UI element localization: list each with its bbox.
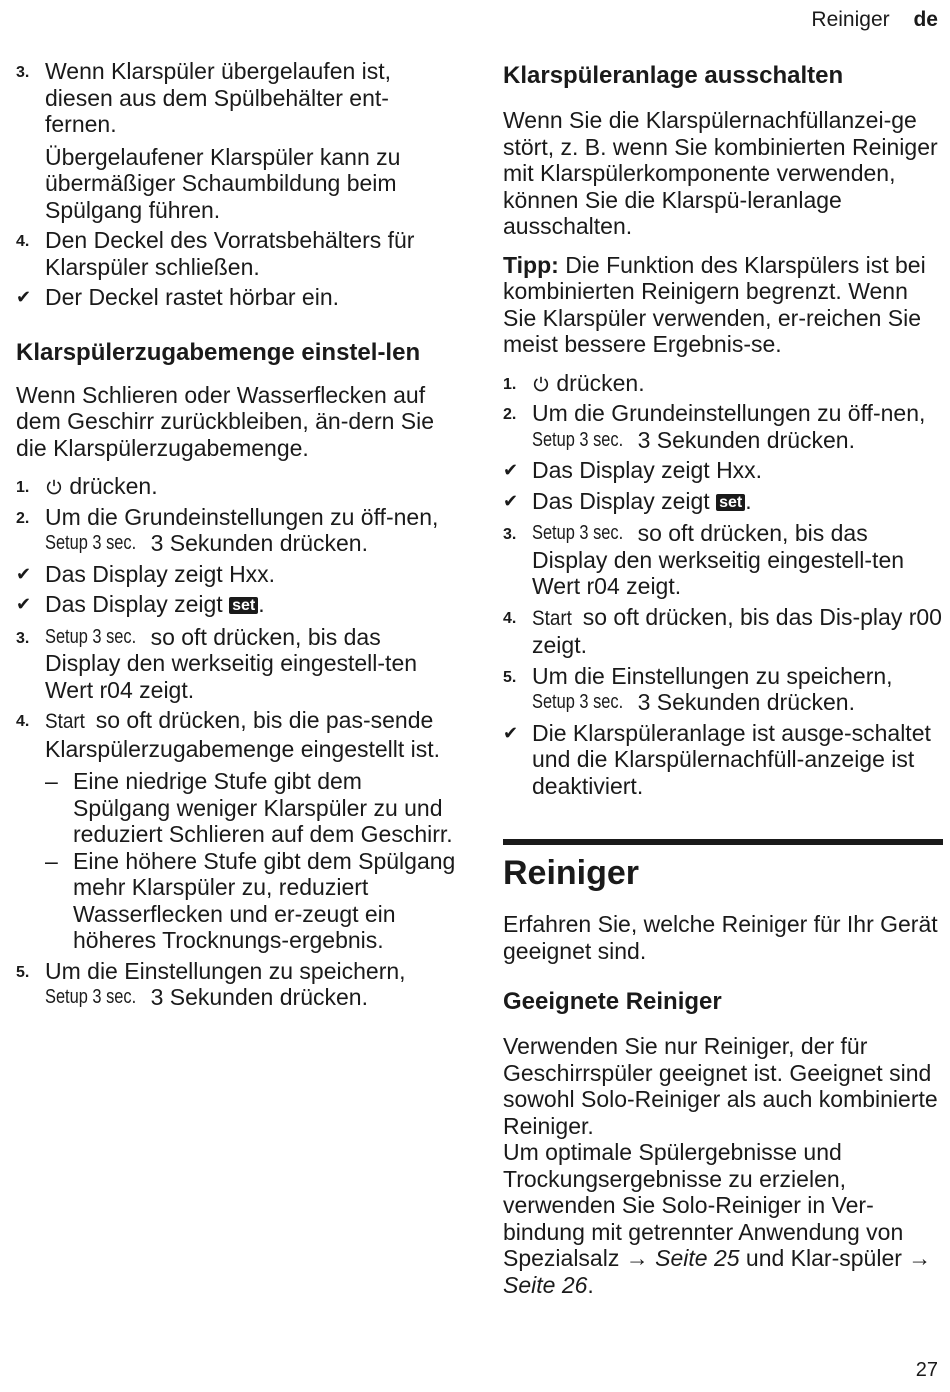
check-icon: ✔ — [16, 287, 32, 307]
step-3-note: Übergelaufener Klarspüler kann zu übermäßiger Schaumbildung beim Spülgang führen. — [45, 143, 401, 223]
tip-label: Tipp: — [503, 251, 559, 278]
right-column — [503, 58, 943, 1298]
step-4: 4. Start so oft drücken, bis die pas-sende Klarspülerzugabemenge eingestellt ist. — [16, 707, 441, 762]
section-heading: Klarspülerzugabemenge einstel-len — [16, 338, 421, 366]
list-item: – Eine höhere Stufe gibt dem Spülgang mehr Klarspüler zu, reduziert Wasserflecken und er-zeugt ein höheres Trocknungs-ergebnis. — [45, 847, 456, 953]
result-item: ✔ Das Display zeigt set . — [16, 591, 265, 617]
setup-key-label: Setup 3 sec. — [45, 625, 137, 648]
display-set-badge: set — [229, 597, 258, 614]
setup-key-label: Setup 3 sec. — [532, 691, 624, 713]
header-section: Reiniger — [811, 8, 890, 31]
start-key-label: Start — [45, 710, 85, 733]
step-5: 5. Um die Einstellungen zu speichern, Setup 3 sec. 3 Sekunden drücken. — [16, 957, 406, 1010]
result-item: ✔ Das Display zeigt Hxx. — [16, 560, 276, 587]
result-item: ✔ Die Klarspüleranlage ist ausge-schaltet und die Klarspülernachfüll-anzeige ist deaktiviert. — [503, 719, 931, 799]
display-set-badge: set — [716, 494, 745, 511]
setup-key-label: Setup 3 sec. — [532, 428, 624, 451]
step-2: 2. Um die Grundeinstellungen zu öff-nen, Setup 3 sec. 3 Sekunden drücken. — [16, 503, 439, 556]
check-icon: ✔ — [503, 722, 519, 743]
setup-key-label: Setup 3 sec. — [45, 532, 137, 554]
section-heading: Klarspüleranlage ausschalten — [503, 62, 844, 89]
setup-key-label: Setup 3 sec. — [45, 986, 137, 1008]
check-icon: ✔ — [16, 563, 32, 584]
paragraph: Um optimale Spülergebnisse und Trockungsergebnisse zu erzielen, verwenden Sie Solo-Reiniger in Ver-bindung mit getrennter Anwendung von Spezialsalz → Seite 25 und Klar-spüler → Seite 26. — [503, 1139, 932, 1298]
step-5: 5. Um die Einstellungen zu speichern, Setup 3 sec. 3 Sekunden drücken. — [503, 662, 893, 715]
paragraph: Verwenden Sie nur Reiniger, der für Geschirrspüler geeignet ist. Geeignet sind sowohl Solo-Reiniger als auch kombinierte Reiniger. — [503, 1033, 938, 1139]
tip: Tipp: Die Funktion des Klarspülers ist bei kombinierten Reinigern begrenzt. Wenn Sie Klarspüler verwenden, er-reichen Sie meist bessere Ergebnis-se. — [503, 251, 926, 357]
result-item: ✔ Das Display zeigt set . — [503, 487, 752, 514]
step-4: 4. Den Deckel des Vorratsbehälters für Klarspüler schließen. — [16, 227, 415, 280]
section-heading: Geeignete Reiniger — [503, 988, 722, 1015]
list-item: – Eine niedrige Stufe gibt dem Spülgang weniger Klarspüler zu und reduziert Schlieren auf dem Geschirr. — [45, 768, 453, 847]
check-icon: ✔ — [503, 460, 519, 480]
page-reference-link[interactable]: Seite 25 — [655, 1245, 740, 1271]
step-4: 4. Start so oft drücken, bis das Dis-play r00 zeigt. — [503, 603, 942, 658]
arrow-icon: → — [908, 1245, 932, 1271]
step-1: 1. drücken. — [16, 473, 158, 499]
page-reference-link[interactable]: Seite 26 — [503, 1271, 588, 1298]
step-2: 2. Um die Grundeinstellungen zu öff-nen, Setup 3 sec. 3 Sekunden drücken. — [503, 400, 926, 453]
section-intro: Wenn Schlieren oder Wasserflecken auf dem Geschirr zurückbleiben, än-dern Sie die Klarspülerzugabemenge. — [16, 381, 435, 461]
step-3: 3. Setup 3 sec. so oft drücken, bis das Display den werkseitig eingestell-ten Wert r04 zeigt. — [503, 520, 905, 599]
start-key-label: Start — [532, 606, 572, 630]
page-number: 27 — [915, 1359, 938, 1381]
check-icon: ✔ — [16, 594, 32, 614]
chapter-heading: Reiniger — [503, 854, 640, 892]
section-divider — [503, 839, 943, 845]
page-header — [811, 8, 938, 32]
section-intro: Wenn Sie die Klarspülernachfüllanzei-ge stört, z. B. wenn Sie kombinierten Reiniger mit Klarspülerkomponente verwenden, können Sie die Klarspü-leranlage ausschalten. — [503, 107, 938, 239]
header-language: de — [913, 8, 938, 31]
check-icon: ✔ — [503, 490, 519, 511]
step-1: 1. drücken. — [503, 369, 645, 396]
step-3: 3. Setup 3 sec. so oft drücken, bis das Display den werkseitig eingestell-ten Wert r04 zeigt. — [16, 623, 418, 703]
power-icon — [45, 478, 63, 496]
setup-key-label: Setup 3 sec. — [532, 522, 624, 544]
power-icon — [532, 375, 550, 393]
step-3: 3. Wenn Klarspüler übergelaufen ist, diesen aus dem Spülbehälter ent-fernen. — [16, 58, 392, 137]
result-item: ✔ Der Deckel rastet hörbar ein. — [16, 284, 340, 310]
left-column — [16, 58, 456, 1015]
arrow-icon: → — [625, 1245, 649, 1271]
chapter-intro: Erfahren Sie, welche Reiniger für Ihr Gerät geeignet sind. — [503, 911, 938, 964]
result-item: ✔ Das Display zeigt Hxx. — [503, 457, 763, 483]
